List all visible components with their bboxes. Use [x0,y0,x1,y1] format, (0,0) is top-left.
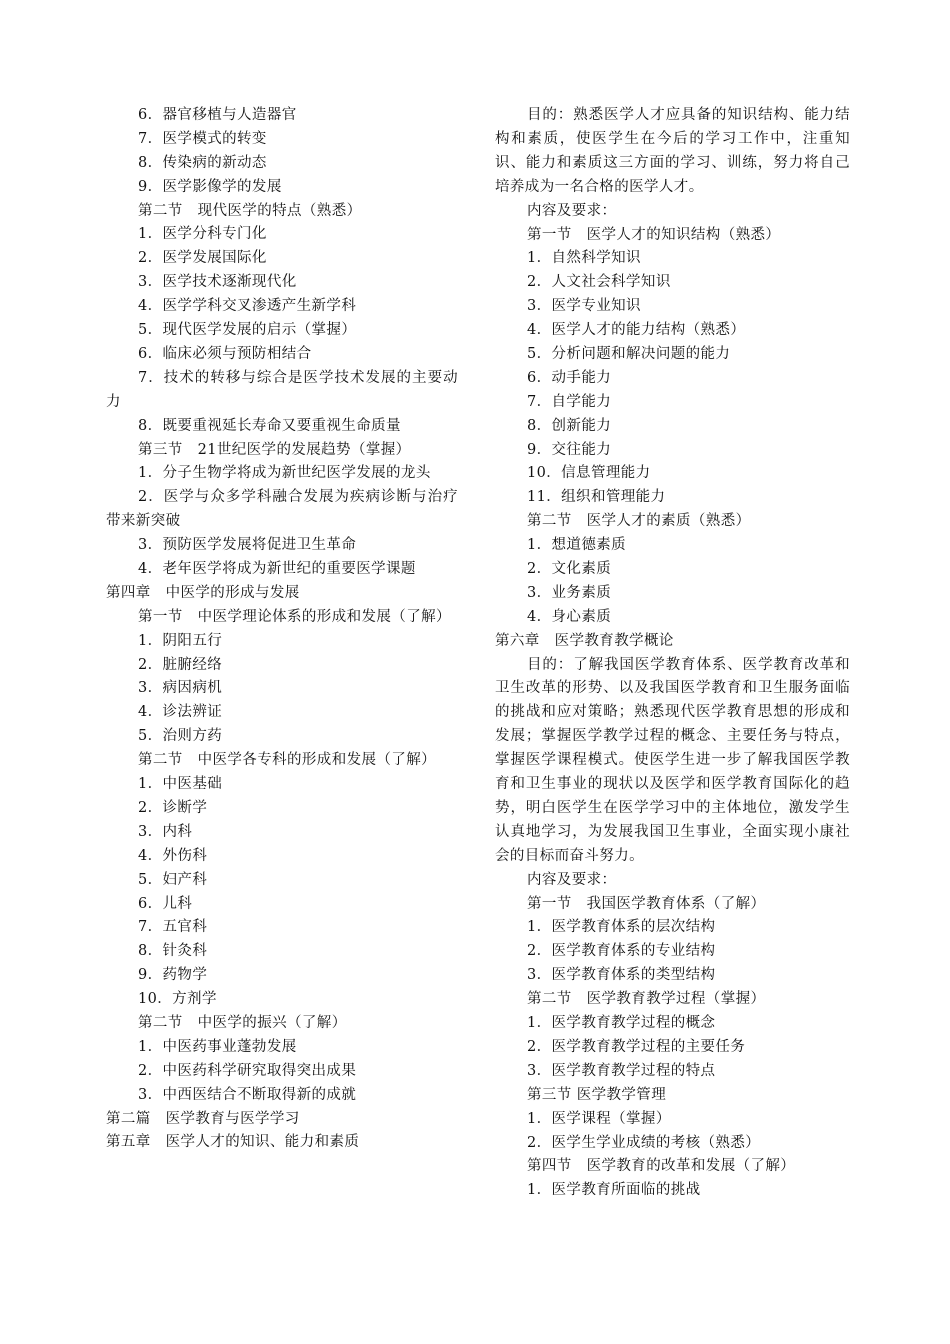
outline-item: 8．创新能力 [527,417,612,434]
outline-item: 内容及要求： [527,202,617,219]
chapter-heading: 第四章 中医学的形成与发展 [106,584,300,601]
outline-item: 3．医学技术逐渐现代化 [138,274,297,291]
outline-item: 2．中医药科学研究取得突出成果 [138,1062,357,1079]
outline-item: 3．业务素质 [527,584,612,601]
outline-item: 2．人文社会科学知识 [527,274,671,291]
outline-item: 3．中西医结合不断取得新的成就 [138,1086,357,1103]
outline-item: 2．文化素质 [527,560,612,577]
outline-item: 9．医学影像学的发展 [138,178,282,195]
outline-item: 9．药物学 [138,967,208,984]
outline-item: 2．医学教育体系的专业结构 [527,943,716,960]
outline-item: 第四节 医学教育的改革和发展（了解） [527,1158,796,1175]
outline-item: 1．自然科学知识 [527,250,641,267]
paragraph: 7．技术的转移与综合是医学技术发展的主要动力 [106,369,458,410]
outline-item: 11．组织和管理能力 [527,489,666,506]
outline-item: 3．医学教育教学过程的特点 [527,1062,716,1079]
outline-item: 8．针灸科 [138,943,208,960]
outline-item: 2．医学教育教学过程的主要任务 [527,1038,746,1055]
outline-item: 1．医学分科专门化 [138,226,267,243]
outline-item: 4．医学学科交叉渗透产生新学科 [138,298,357,315]
outline-item: 内容及要求： [527,871,617,888]
outline-item: 1．中医药事业蓬勃发展 [138,1038,297,1055]
outline-item: 7．医学模式的转变 [138,130,267,147]
left-column [106,104,458,1155]
outline-item: 3．病因病机 [138,680,223,697]
chapter-heading: 第六章 医学教育教学概论 [495,632,674,649]
outline-item: 1．医学课程（掌握） [527,1110,671,1127]
outline-item: 6．动手能力 [527,369,612,386]
outline-item: 1．想道德素质 [527,537,627,554]
outline-item: 2．医学发展国际化 [138,250,267,267]
outline-item: 4．外伤科 [138,847,208,864]
outline-item: 第一节 医学人才的知识结构（熟悉） [527,226,781,243]
outline-item: 第二节 现代医学的特点（熟悉） [138,202,362,219]
outline-item: 10．信息管理能力 [527,465,651,482]
outline-item: 5．分析问题和解决问题的能力 [527,345,731,362]
outline-item: 3．预防医学发展将促进卫生革命 [138,537,357,554]
outline-item: 1．阴阳五行 [138,632,223,649]
outline-item: 6．儿科 [138,895,193,912]
outline-item: 3．医学教育体系的类型结构 [527,967,716,984]
outline-item: 9．交往能力 [527,441,612,458]
outline-item: 2．医学生学业成绩的考核（熟悉） [527,1134,761,1151]
outline-item: 2．诊断学 [138,799,208,816]
outline-item: 第一节 我国医学教育体系（了解） [527,895,766,912]
outline-item: 4．身心素质 [527,608,612,625]
outline-item: 6．临床必须与预防相结合 [138,345,312,362]
outline-item: 1．医学教育体系的层次结构 [527,919,716,936]
paragraph: 2．医学与众多学科融合发展为疾病诊断与治疗带来新突破 [106,489,458,530]
outline-item: 6．器官移植与人造器官 [138,107,297,123]
outline-item: 4．老年医学将成为新世纪的重要医学课题 [138,561,416,577]
paragraph: 目的：熟悉医学人才应具备的知识结构、能力结构和素质，使医学生在今后的学习工作中，注重知识、能力和素质这三方面的学习、训练，努力将自己培养成为一名合格的医学人才。 [495,107,850,195]
chapter-heading: 第五章 医学人才的知识、能力和素质 [106,1134,360,1151]
outline-item: 第二节 中医学的振兴（了解） [138,1014,347,1031]
outline-item: 10．方剂学 [138,991,217,1008]
outline-item: 5．现代医学发展的启示（掌握） [138,322,357,339]
outline-item: 1．医学教育教学过程的概念 [527,1015,716,1032]
chapter-heading: 第二篇 医学教育与医学学习 [106,1110,300,1127]
outline-item: 2．脏腑经络 [138,656,223,673]
right-column [495,104,850,1203]
outline-item: 7．五官科 [138,919,208,936]
outline-item: 8．传染病的新动态 [138,154,267,171]
outline-item: 第二节 医学教育教学过程（掌握） [527,991,766,1008]
outline-item: 4．诊法辨证 [138,704,223,721]
paragraph: 目的：了解我国医学教育体系、医学教育改革和卫生改革的形势、以及我国医学教育和卫生服务面临的挑战和应对策略；熟悉现代医学教育思想的形成和发展；掌握医学教学过程的概念、主要任务与特点，掌握医学课程模式。使医学生进一步了解我国医学教育和卫生事业的现状以及医学和医学教育国际化的趋势，明白医学生在医学学习中的主体地位，激发学生认真地学习，为发展我国卫生事业，全面实现小康社会的目标而奋斗努力。 [495,656,850,864]
outline-item: 第三节 21世纪医学的发展趋势（掌握） [138,441,411,458]
paragraph: 第二节 中医学各专科的形成和发展（了解） [138,752,436,769]
outline-item: 第三节 医学教学管理 [527,1086,667,1103]
outline-item: 1．中医基础 [138,776,223,793]
outline-item: 5．妇产科 [138,871,208,888]
outline-item: 5．治则方药 [138,728,223,745]
outline-item: 1．医学教育所面临的挑战 [527,1182,701,1199]
outline-item: 3．医学专业知识 [527,298,641,315]
paragraph: 第一节 中医学理论体系的形成和发展（了解） [138,608,451,625]
outline-item: 3．内科 [138,823,193,840]
outline-item: 第二节 医学人才的素质（熟悉） [527,513,751,530]
outline-item: 4．医学人才的能力结构（熟悉） [527,322,746,339]
outline-item: 8．既要重视延长寿命又要重视生命质量 [138,417,401,434]
paragraph: 1．分子生物学将成为新世纪医学发展的龙头 [138,465,431,482]
outline-item: 7．自学能力 [527,393,612,410]
